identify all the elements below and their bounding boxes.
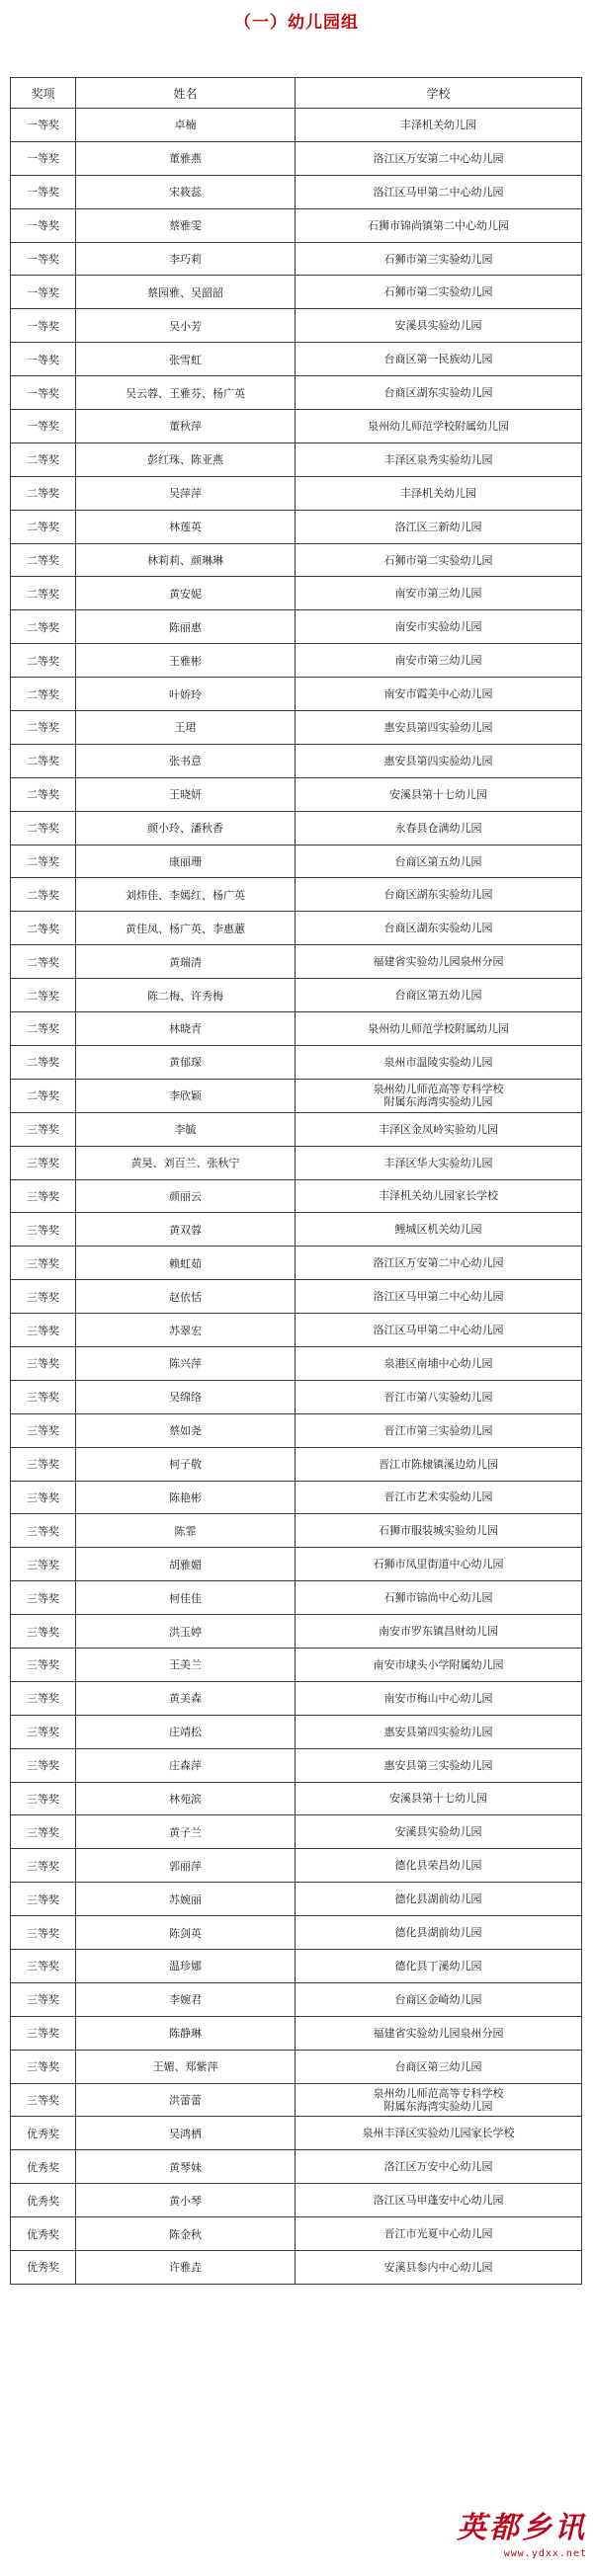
table-row xyxy=(11,1112,582,1146)
award-cell: 二等奖 xyxy=(11,577,76,610)
table-row xyxy=(11,1280,582,1314)
award-cell: 优秀奖 xyxy=(11,2184,76,2217)
school-cell: 洛江区万安中心幼儿园 xyxy=(296,2150,582,2184)
table-row xyxy=(11,276,582,309)
name-cell: 许雅垚 xyxy=(76,2251,296,2285)
table-row xyxy=(11,376,582,410)
school-cell: 泉州丰泽区实验幼儿园家长学校 xyxy=(296,2117,582,2150)
name-cell: 吴鸿栖 xyxy=(76,2117,296,2150)
award-cell: 二等奖 xyxy=(11,1012,76,1046)
school-cell: 晋江市陈棣镇溪边幼儿园 xyxy=(296,1447,582,1481)
school-cell: 泉州市温陵实验幼儿园 xyxy=(296,1045,582,1079)
school-cell: 石狮市锦尚中心幼儿园 xyxy=(296,1581,582,1615)
school-cell: 台商区第一民族幼儿园 xyxy=(296,343,582,376)
table-row xyxy=(11,343,582,376)
table-row xyxy=(11,1815,582,1849)
table-row xyxy=(11,1146,582,1179)
name-cell: 吴小芳 xyxy=(76,309,296,343)
name-cell: 温珍娜 xyxy=(76,1949,296,1982)
name-cell: 卓楠 xyxy=(76,109,296,142)
table-row xyxy=(11,1883,582,1916)
name-cell: 林莉莉、颜琳琳 xyxy=(76,543,296,577)
table-row xyxy=(11,711,582,745)
name-cell: 吴绵络 xyxy=(76,1380,296,1413)
table-row xyxy=(11,1548,582,1581)
award-cell: 三等奖 xyxy=(11,1481,76,1514)
name-cell: 黄郁琛 xyxy=(76,1045,296,1079)
award-cell: 三等奖 xyxy=(11,1883,76,1916)
award-cell: 二等奖 xyxy=(11,543,76,577)
award-cell: 三等奖 xyxy=(11,1380,76,1413)
name-cell: 王晓妍 xyxy=(76,777,296,811)
table-row xyxy=(11,610,582,644)
name-cell: 董秋萍 xyxy=(76,410,296,443)
table-row xyxy=(11,644,582,678)
award-cell: 二等奖 xyxy=(11,644,76,678)
table-row xyxy=(11,811,582,845)
school-cell: 台商区第三幼儿园 xyxy=(296,2050,582,2083)
table-row xyxy=(11,678,582,711)
school-cell: 福建省实验幼儿园泉州分园 xyxy=(296,2016,582,2050)
table-row xyxy=(11,1849,582,1883)
school-cell: 南安市霞美中心幼儿园 xyxy=(296,678,582,711)
table-row xyxy=(11,912,582,945)
award-cell: 二等奖 xyxy=(11,744,76,777)
table-row xyxy=(11,1514,582,1548)
award-cell: 三等奖 xyxy=(11,1615,76,1649)
school-cell: 石狮市第三实验幼儿园 xyxy=(296,242,582,276)
name-cell: 陈艳彬 xyxy=(76,1481,296,1514)
name-cell: 黄美森 xyxy=(76,1681,296,1715)
header-award: 奖项 xyxy=(11,78,76,109)
name-cell: 蔡园雅、吴韶韶 xyxy=(76,276,296,309)
school-cell: 晋江市第三实验幼儿园 xyxy=(296,1413,582,1447)
award-cell: 三等奖 xyxy=(11,1280,76,1314)
school-cell: 洛江区马甲第二中心幼儿园 xyxy=(296,175,582,208)
table-row xyxy=(11,1247,582,1280)
table-row xyxy=(11,845,582,878)
school-cell: 泉州幼儿师范高等专科学校 附属东海湾实验幼儿园 xyxy=(296,1079,582,1112)
award-cell: 三等奖 xyxy=(11,1346,76,1380)
school-cell: 洛江区三新幼儿园 xyxy=(296,510,582,543)
school-cell: 丰泽机关幼儿园家长学校 xyxy=(296,1179,582,1213)
name-cell: 李婉君 xyxy=(76,1982,296,2016)
table-row xyxy=(11,1581,582,1615)
table-row xyxy=(11,878,582,912)
award-cell: 二等奖 xyxy=(11,476,76,510)
table-row xyxy=(11,1615,582,1649)
award-cell: 三等奖 xyxy=(11,2016,76,2050)
table-row xyxy=(11,1346,582,1380)
school-cell: 泉港区南埔中心幼儿园 xyxy=(296,1346,582,1380)
name-cell: 胡雅媚 xyxy=(76,1548,296,1581)
table-header-row xyxy=(11,78,582,109)
award-cell: 二等奖 xyxy=(11,678,76,711)
award-cell: 三等奖 xyxy=(11,1447,76,1481)
name-cell: 赵依恬 xyxy=(76,1280,296,1314)
school-cell: 泉州幼儿师范高等专科学校 附属东海湾实验幼儿园 xyxy=(296,2083,582,2117)
name-cell: 庄靖松 xyxy=(76,1715,296,1748)
table-row xyxy=(11,2184,582,2217)
table-row xyxy=(11,1715,582,1748)
name-cell: 王媚、郑紫萍 xyxy=(76,2050,296,2083)
school-cell: 石狮市第二实验幼儿园 xyxy=(296,276,582,309)
name-cell: 刘炜佳、李嫣红、杨广英 xyxy=(76,878,296,912)
award-cell: 一等奖 xyxy=(11,208,76,242)
table-row xyxy=(11,242,582,276)
award-table xyxy=(10,77,582,2285)
award-cell: 优秀奖 xyxy=(11,2251,76,2285)
table-row xyxy=(11,945,582,979)
award-cell: 三等奖 xyxy=(11,1982,76,2016)
name-cell: 陈霏 xyxy=(76,1514,296,1548)
table-row xyxy=(11,744,582,777)
school-cell: 洛江区马甲蓬安中心幼儿园 xyxy=(296,2184,582,2217)
table-row xyxy=(11,1481,582,1514)
header-name: 姓名 xyxy=(76,78,296,109)
table-row xyxy=(11,309,582,343)
award-cell: 二等奖 xyxy=(11,777,76,811)
name-cell: 陈二梅、许秀梅 xyxy=(76,979,296,1012)
school-cell: 南安市第三幼儿园 xyxy=(296,577,582,610)
school-cell: 台商区湖东实验幼儿园 xyxy=(296,912,582,945)
name-cell: 陈金秋 xyxy=(76,2217,296,2251)
name-cell: 郭丽萍 xyxy=(76,1849,296,1883)
school-cell: 晋江市艺术实验幼儿园 xyxy=(296,1481,582,1514)
name-cell: 庄森萍 xyxy=(76,1748,296,1782)
table-row xyxy=(11,1179,582,1213)
school-cell: 福建省实验幼儿园泉州分园 xyxy=(296,945,582,979)
table-row xyxy=(11,1648,582,1681)
school-cell: 南安市梅山中心幼儿园 xyxy=(296,1681,582,1715)
name-cell: 黄瑞清 xyxy=(76,945,296,979)
name-cell: 苏翠宏 xyxy=(76,1314,296,1347)
school-cell: 台商区第五幼儿园 xyxy=(296,979,582,1012)
table-row xyxy=(11,208,582,242)
award-cell: 优秀奖 xyxy=(11,2117,76,2150)
school-cell: 洛江区马甲第二中心幼儿园 xyxy=(296,1280,582,1314)
watermark-logo xyxy=(439,2509,587,2570)
table-row xyxy=(11,1413,582,1447)
table-row xyxy=(11,979,582,1012)
school-cell: 南安市实验幼儿园 xyxy=(296,610,582,644)
school-cell: 丰泽机关幼儿园 xyxy=(296,109,582,142)
name-cell: 蔡如尧 xyxy=(76,1413,296,1447)
table-row xyxy=(11,2117,582,2150)
school-cell: 惠安县第四实验幼儿园 xyxy=(296,1715,582,1748)
name-cell: 张书意 xyxy=(76,744,296,777)
name-cell: 宋筱蕊 xyxy=(76,175,296,208)
school-cell: 安溪县参内中心幼儿园 xyxy=(296,2251,582,2285)
name-cell: 黄佳凤、杨广英、李惠蕙 xyxy=(76,912,296,945)
school-cell: 鲤城区机关幼儿园 xyxy=(296,1213,582,1247)
school-cell: 石狮市第二实验幼儿园 xyxy=(296,543,582,577)
award-cell: 三等奖 xyxy=(11,1314,76,1347)
award-cell: 三等奖 xyxy=(11,1748,76,1782)
table-row xyxy=(11,1380,582,1413)
award-cell: 二等奖 xyxy=(11,1079,76,1112)
school-cell: 惠安县第三实验幼儿园 xyxy=(296,1748,582,1782)
table-row xyxy=(11,410,582,443)
school-cell: 洛江区马甲第二中心幼儿园 xyxy=(296,1314,582,1347)
award-cell: 三等奖 xyxy=(11,1782,76,1815)
table-row xyxy=(11,1982,582,2016)
name-cell: 康丽珊 xyxy=(76,845,296,878)
award-cell: 三等奖 xyxy=(11,2050,76,2083)
table-row xyxy=(11,1012,582,1046)
award-cell: 一等奖 xyxy=(11,343,76,376)
award-cell: 一等奖 xyxy=(11,141,76,175)
school-cell: 安溪县第十七幼儿园 xyxy=(296,777,582,811)
name-cell: 陈丽惠 xyxy=(76,610,296,644)
award-cell: 三等奖 xyxy=(11,1916,76,1950)
school-cell: 安溪县实验幼儿园 xyxy=(296,1815,582,1849)
school-cell: 台商区湖东实验幼儿园 xyxy=(296,376,582,410)
school-cell: 晋江市第八实验幼儿园 xyxy=(296,1380,582,1413)
table-row xyxy=(11,476,582,510)
name-cell: 李毓 xyxy=(76,1112,296,1146)
school-cell: 惠安县第四实验幼儿园 xyxy=(296,744,582,777)
school-cell: 德化县湖前幼儿园 xyxy=(296,1883,582,1916)
school-cell: 德化县荣昌幼儿园 xyxy=(296,1849,582,1883)
award-cell: 三等奖 xyxy=(11,1514,76,1548)
name-cell: 颜丽云 xyxy=(76,1179,296,1213)
name-cell: 黄子兰 xyxy=(76,1815,296,1849)
award-cell: 三等奖 xyxy=(11,1413,76,1447)
table-row xyxy=(11,141,582,175)
name-cell: 黄琴妹 xyxy=(76,2150,296,2184)
name-cell: 蔡雅雯 xyxy=(76,208,296,242)
award-cell: 优秀奖 xyxy=(11,2150,76,2184)
name-cell: 洪玉婷 xyxy=(76,1615,296,1649)
award-cell: 一等奖 xyxy=(11,109,76,142)
school-cell: 惠安县第四实验幼儿园 xyxy=(296,711,582,745)
award-cell: 三等奖 xyxy=(11,1681,76,1715)
name-cell: 洪蕾蕾 xyxy=(76,2083,296,2117)
award-cell: 三等奖 xyxy=(11,1715,76,1748)
table-row xyxy=(11,2251,582,2285)
table-row xyxy=(11,1079,582,1112)
name-cell: 林苑滨 xyxy=(76,1782,296,1815)
award-cell: 二等奖 xyxy=(11,912,76,945)
award-cell: 三等奖 xyxy=(11,1213,76,1247)
name-cell: 张雪虹 xyxy=(76,343,296,376)
school-cell: 石狮市凤里街道中心幼儿园 xyxy=(296,1548,582,1581)
logo-url: www.ydxx.net xyxy=(503,2548,587,2559)
table-row xyxy=(11,2016,582,2050)
name-cell: 赖虹茹 xyxy=(76,1247,296,1280)
award-cell: 二等奖 xyxy=(11,510,76,543)
award-cell: 一等奖 xyxy=(11,175,76,208)
school-cell: 丰泽区泉秀实验幼儿园 xyxy=(296,443,582,476)
name-cell: 柯子敬 xyxy=(76,1447,296,1481)
name-cell: 陈兴萍 xyxy=(76,1346,296,1380)
school-cell: 台商区湖东实验幼儿园 xyxy=(296,878,582,912)
name-cell: 董雅燕 xyxy=(76,141,296,175)
school-cell: 安溪县实验幼儿园 xyxy=(296,309,582,343)
name-cell: 柯佳佳 xyxy=(76,1581,296,1615)
school-cell: 石狮市服装城实验幼儿园 xyxy=(296,1514,582,1548)
name-cell: 李巧莉 xyxy=(76,242,296,276)
name-cell: 陈剑英 xyxy=(76,1916,296,1950)
name-cell: 彭红珠、陈亚燕 xyxy=(76,443,296,476)
table-row xyxy=(11,1681,582,1715)
name-cell: 王珺 xyxy=(76,711,296,745)
table-row xyxy=(11,2217,582,2251)
award-cell: 三等奖 xyxy=(11,1581,76,1615)
table-row xyxy=(11,1748,582,1782)
award-cell: 一等奖 xyxy=(11,309,76,343)
name-cell: 林晓青 xyxy=(76,1012,296,1046)
award-cell: 三等奖 xyxy=(11,1949,76,1982)
award-cell: 一等奖 xyxy=(11,242,76,276)
award-cell: 三等奖 xyxy=(11,1247,76,1280)
school-cell: 安溪县第十七幼儿园 xyxy=(296,1782,582,1815)
name-cell: 颜小玲、潘秋香 xyxy=(76,811,296,845)
school-cell: 丰泽区金凤岭实验幼儿园 xyxy=(296,1112,582,1146)
award-cell: 二等奖 xyxy=(11,610,76,644)
school-cell: 石狮市锦尚镇第二中心幼儿园 xyxy=(296,208,582,242)
table-row xyxy=(11,1045,582,1079)
award-cell: 三等奖 xyxy=(11,1648,76,1681)
school-cell: 台商区金崎幼儿园 xyxy=(296,1982,582,2016)
school-cell: 南安市第三幼儿园 xyxy=(296,644,582,678)
school-cell: 永春县仓满幼儿园 xyxy=(296,811,582,845)
name-cell: 李欣颖 xyxy=(76,1079,296,1112)
award-cell: 二等奖 xyxy=(11,878,76,912)
award-cell: 二等奖 xyxy=(11,1045,76,1079)
award-cell: 三等奖 xyxy=(11,1179,76,1213)
section-title: （一）幼儿园组 xyxy=(234,13,359,33)
table-row xyxy=(11,543,582,577)
table-row xyxy=(11,1782,582,1815)
name-cell: 林莲英 xyxy=(76,510,296,543)
table-row xyxy=(11,1949,582,1982)
school-cell: 德化县湖前幼儿园 xyxy=(296,1916,582,1950)
award-cell: 二等奖 xyxy=(11,711,76,745)
table-row xyxy=(11,1314,582,1347)
name-cell: 陈静琳 xyxy=(76,2016,296,2050)
school-cell: 台商区第五幼儿园 xyxy=(296,845,582,878)
award-cell: 三等奖 xyxy=(11,1112,76,1146)
school-cell: 泉州幼儿师范学校附属幼儿园 xyxy=(296,410,582,443)
award-cell: 二等奖 xyxy=(11,845,76,878)
name-cell: 叶娇玲 xyxy=(76,678,296,711)
table-row xyxy=(11,510,582,543)
table-row xyxy=(11,1447,582,1481)
school-cell: 丰泽区华大实验幼儿园 xyxy=(296,1146,582,1179)
school-cell: 德化县丁溪幼儿园 xyxy=(296,1949,582,1982)
name-cell: 苏婉丽 xyxy=(76,1883,296,1916)
table-row xyxy=(11,2150,582,2184)
table-row xyxy=(11,2050,582,2083)
award-cell: 二等奖 xyxy=(11,811,76,845)
award-cell: 优秀奖 xyxy=(11,2217,76,2251)
table-row xyxy=(11,777,582,811)
award-cell: 三等奖 xyxy=(11,1849,76,1883)
table-row xyxy=(11,1916,582,1950)
table-row xyxy=(11,175,582,208)
award-cell: 三等奖 xyxy=(11,1146,76,1179)
table-row xyxy=(11,577,582,610)
name-cell: 黄小琴 xyxy=(76,2184,296,2217)
name-cell: 吴萍萍 xyxy=(76,476,296,510)
award-cell: 二等奖 xyxy=(11,443,76,476)
award-cell: 二等奖 xyxy=(11,945,76,979)
table-row xyxy=(11,1213,582,1247)
school-cell: 晋江市光夏中心幼儿园 xyxy=(296,2217,582,2251)
school-cell: 洛江区万安第二中心幼儿园 xyxy=(296,1247,582,1280)
header-school: 学校 xyxy=(296,78,582,109)
award-cell: 三等奖 xyxy=(11,1548,76,1581)
school-cell: 南安市罗东镇昌财幼儿园 xyxy=(296,1615,582,1649)
award-cell: 一等奖 xyxy=(11,276,76,309)
award-cell: 一等奖 xyxy=(11,376,76,410)
award-cell: 一等奖 xyxy=(11,410,76,443)
name-cell: 黄安妮 xyxy=(76,577,296,610)
name-cell: 王雅彬 xyxy=(76,644,296,678)
school-cell: 南安市埭头小学附属幼儿园 xyxy=(296,1648,582,1681)
table-row xyxy=(11,2083,582,2117)
award-cell: 三等奖 xyxy=(11,1815,76,1849)
table-body xyxy=(11,109,582,2285)
name-cell: 吴云蓉、王雅芬、杨广英 xyxy=(76,376,296,410)
award-cell: 三等奖 xyxy=(11,2083,76,2117)
table-row xyxy=(11,443,582,476)
name-cell: 王美兰 xyxy=(76,1648,296,1681)
school-cell: 泉州幼儿师范学校附属幼儿园 xyxy=(296,1012,582,1046)
name-cell: 黄昊、刘百兰、张秋宁 xyxy=(76,1146,296,1179)
school-cell: 洛江区万安第二中心幼儿园 xyxy=(296,141,582,175)
school-cell: 丰泽机关幼儿园 xyxy=(296,476,582,510)
table-row xyxy=(11,109,582,142)
logo-text: 英都乡讯 xyxy=(457,2511,587,2545)
award-cell: 二等奖 xyxy=(11,979,76,1012)
name-cell: 黄双蓉 xyxy=(76,1213,296,1247)
